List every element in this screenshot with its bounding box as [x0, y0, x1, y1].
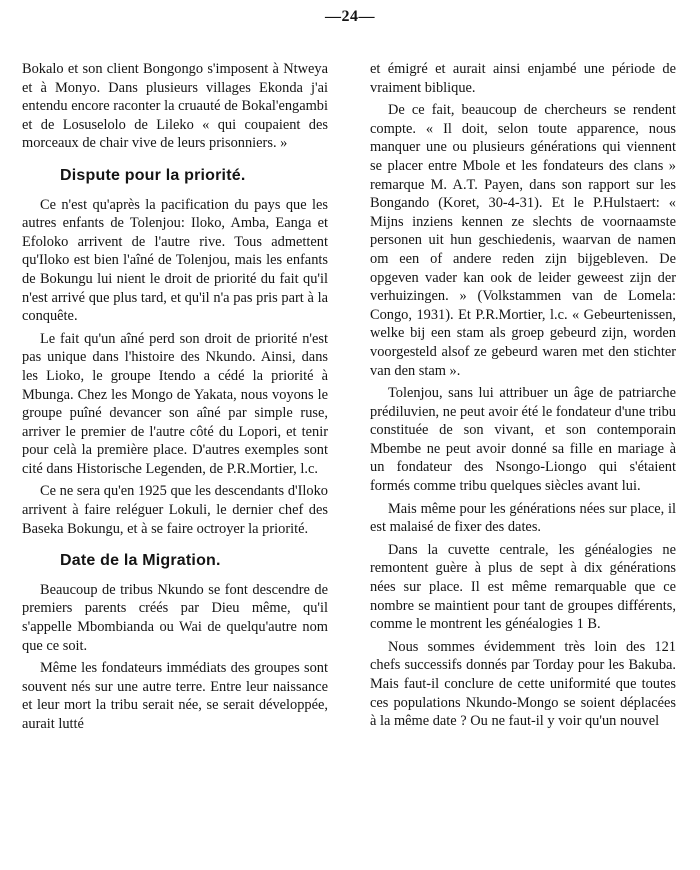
paragraph: Ce n'est qu'après la pacification du pays que les autres enfants de Tolenjou: Iloko, Amba, Eanga et Efoloko arrivent de l'autre rive. Tous admettent qu'Iloko est bien l'aîné de Tolenjou, mais les enfants de Bokungu lui nient le droit de priorité du fait qu'il n'est arrivé que plus tard, et qu'il n'a pas pris part à la conquête.: [22, 196, 328, 325]
paragraph: Le fait qu'un aîné perd son droit de priorité n'est pas unique dans l'histoire des Nkundo. Ainsi, dans les Lioko, le groupe Itendo a cédé la priorité à Mbunga. Chez les Mongo de Yakata, nous voyons le groupe puîné devancer son aîné par simple ruse, arriver le premier de l'autre côté du Lopori, et tenir pour celà la première place. D'autres exemples sont cité dans Historische Legenden, de P.R.Mortier, l.c.: [22, 330, 328, 477]
paragraph: Beaucoup de tribus Nkundo se font descendre de premiers parents créés par Dieu même, qu'il s'appelle Mbombianda ou Wai de quelqu'autre nom que ce soit.: [22, 581, 328, 654]
section-heading-migration: Date de la Migration.: [60, 552, 221, 570]
paragraph: Tolenjou, sans lui attribuer un âge de patriarche prédiluvien, ne peut avoir été le fondateur d'une tribu constituée de son vivant, et son contemporain Mbembe ne peut avoir donné sa fille en mariage à un fondateur des Nsongo-Liongo qui s'étaient formés comme tribu quelques siècles avant lui.: [370, 385, 676, 495]
left-column: [22, 60, 328, 738]
paragraph: Mais même pour les générations nées sur place, il est malaisé de fixer des dates.: [370, 500, 676, 536]
paragraph: Bokalo et son client Bongongo s'imposent à Ntweya et à Monyo. Dans plusieurs villages Ekonda j'ai entendu encore raconter la cruauté de Bokal'engambi et de Losuselolo de Lileko « qui coupaient des morceaux de chair vive de leurs prisonniers. »: [22, 61, 328, 152]
paragraph: De ce fait, beaucoup de chercheurs se rendent compte. « Il doit, selon toute apparence, nous manquer une ou plusieurs générations qui viennent se placer entre Mbole et les fondateurs des clans » remarque M. A.T. Payen, dans son rapport sur les Bongando (Koret, 30-4-31). Et le P.Hulstaert: « Mijns inziens kennen ze slechts de voornaamste personen uit hun geschiedenis, waarvan de namen om een of andere reden zijn bijgebleven. De opgeven vader kan ook de leider geweest zijn der verhuizingen. » (Volkstammen van de Lomela: Congo, 1931). Et P.R.Mortier, l.c. « Gebeurtenissen, welke bij een stam als groep gebeurd zijn, worden voorgesteld alsof ze gebeurd waren met den stichter van den stam ».: [370, 102, 676, 379]
page-number: —24—: [325, 8, 375, 25]
paragraph: et émigré et aurait ainsi enjambé une période de vraiment biblique.: [370, 61, 676, 96]
paragraph: Nous sommes évidemment très loin des 121 chefs successifs donnés par Torday pour les Bakuba. Mais faut-il conclure de cette uniformité que toutes ces populations Nkundo-Mongo se soient déplacées à la même date ? Ou ne faut-il y voir qu'un nouvel: [370, 638, 676, 730]
paragraph: Dans la cuvette centrale, les généalogies ne remontent guère à plus de sept à dix générations nées sur place. Il est même remarquable que ce nombre se maintient pour tant de groupes différents, comme le montrent les généalogies 1 B.: [370, 541, 676, 633]
paragraph: Ce ne sera qu'en 1925 que les descendants d'Iloko arrivent à faire reléguer Lokuli, le dernier chef des Baseka Bokungu, et à se faire octroyer la priorité.: [22, 483, 328, 537]
paragraph: Même les fondateurs immédiats des groupes sont souvent nés sur une autre terre. Entre leur naissance et leur mort la tribu serait née, se serait développée, aurait lutté: [22, 660, 328, 732]
section-heading-dispute: Dispute pour la priorité.: [60, 166, 246, 184]
right-column: [370, 60, 676, 735]
